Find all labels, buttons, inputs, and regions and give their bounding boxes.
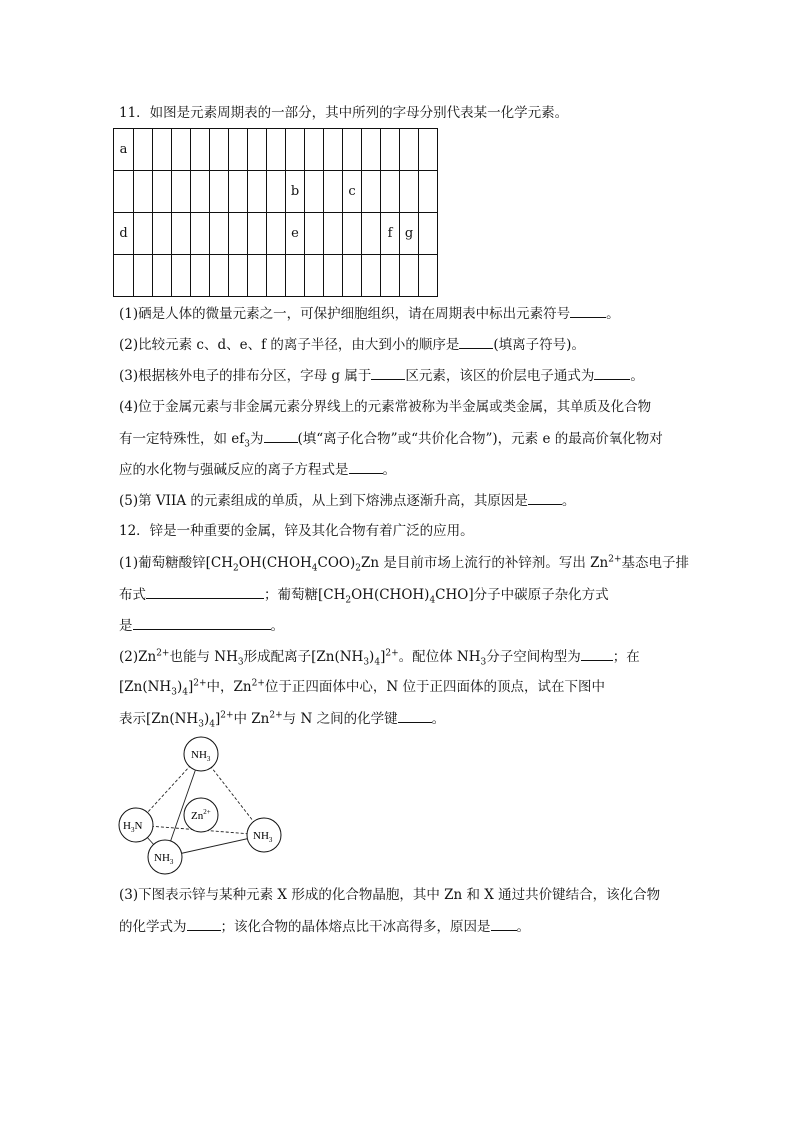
- table-cell[interactable]: e: [286, 213, 305, 255]
- table-cell[interactable]: [248, 129, 267, 171]
- table-cell[interactable]: [381, 129, 400, 171]
- table-cell[interactable]: [153, 171, 172, 213]
- table-row: [114, 255, 438, 297]
- q11-part5: (5)第 VIIA 的元素组成的单质，从上到下熔沸点逐渐升高，其原因是 。: [119, 493, 576, 509]
- q12-part2-line1: $(2)Zn^{2+}$也能与 $NH_3$形成配离子$[Zn(NH_3)_4]^{2+}$。配位体 $NH_3$分子空间构型为 ；在: [119, 648, 640, 668]
- table-cell[interactable]: [343, 255, 362, 297]
- answer-blank[interactable]: [594, 366, 630, 380]
- table-cell[interactable]: [324, 171, 343, 213]
- nh3-right-label: $NH_3$: [253, 830, 273, 844]
- q12-part2-line3: 表示$[Zn(NH_3)_4]^{2+}$中 $Zn^{2+}$与 N 之间的化学键 。: [119, 710, 446, 730]
- table-cell[interactable]: [343, 213, 362, 255]
- answer-blank[interactable]: [187, 917, 221, 931]
- table-cell[interactable]: [381, 255, 400, 297]
- table-row: [114, 213, 438, 255]
- table-cell[interactable]: [172, 171, 191, 213]
- table-cell[interactable]: [267, 213, 286, 255]
- q11-part4-line2: 有一定特殊性，如 $ef_3$为 (填“离子化合物”或“共价化合物”)，元素 e 的最高价氧化物对: [119, 431, 663, 450]
- answer-blank[interactable]: [146, 585, 264, 599]
- table-cell[interactable]: [210, 129, 229, 171]
- table-cell[interactable]: [324, 213, 343, 255]
- table-cell[interactable]: [210, 171, 229, 213]
- table-cell[interactable]: [210, 213, 229, 255]
- table-cell[interactable]: [286, 255, 305, 297]
- nh3-top-label: $NH_3$: [191, 749, 211, 763]
- table-cell[interactable]: [210, 255, 229, 297]
- table-cell[interactable]: [305, 171, 324, 213]
- table-cell[interactable]: [305, 255, 324, 297]
- table-cell[interactable]: [114, 171, 134, 213]
- table-cell[interactable]: [248, 255, 267, 297]
- table-cell[interactable]: [153, 129, 172, 171]
- table-cell[interactable]: [305, 213, 324, 255]
- table-cell[interactable]: [400, 255, 419, 297]
- table-cell[interactable]: [153, 213, 172, 255]
- table-cell[interactable]: [229, 171, 248, 213]
- zn-nh3-tetrahedron-diagram[interactable]: [116, 735, 292, 883]
- table-cell[interactable]: [362, 255, 381, 297]
- table-cell[interactable]: [114, 255, 134, 297]
- h3n-left-label: $H_3N$: [123, 820, 143, 834]
- q12-title: 12．锌是一种重要的金属，锌及其化合物有着广泛的应用。: [119, 523, 474, 539]
- table-cell[interactable]: [172, 213, 191, 255]
- q11-part4-line3: 应的水化物与强碱反应的离子方程式是 。: [119, 462, 396, 478]
- table-cell[interactable]: b: [286, 171, 305, 213]
- q12-part1-line2: 布式 ；葡萄糖$[CH_2OH(CHOH)_4CHO]$分子中碳原子杂化方式: [119, 587, 609, 606]
- table-cell[interactable]: [248, 171, 267, 213]
- answer-blank[interactable]: [398, 709, 432, 723]
- table-cell[interactable]: [134, 213, 153, 255]
- table-cell[interactable]: [172, 255, 191, 297]
- table-cell[interactable]: g: [400, 213, 419, 255]
- table-cell[interactable]: [381, 171, 400, 213]
- nh3-bottom-label: $NH_3$: [154, 852, 174, 866]
- answer-blank[interactable]: [349, 460, 383, 474]
- table-cell[interactable]: [172, 129, 191, 171]
- table-cell[interactable]: [400, 129, 419, 171]
- table-cell[interactable]: [229, 129, 248, 171]
- table-cell[interactable]: [153, 255, 172, 297]
- q11-part2: (2)比较元素 c、d、e、f 的离子半径，由大到小的顺序是 (填离子符号)。: [119, 337, 585, 353]
- table-cell[interactable]: [343, 129, 362, 171]
- table-cell[interactable]: [419, 129, 438, 171]
- table-row: [114, 129, 438, 171]
- q12-part1-line1: (1)葡萄糖酸锌[$CH_2OH(CHOH_4COO)_2Zn$ 是目前市场上流行的补锌剂。写出 $Zn^{2+}$基态电子排: [119, 554, 690, 574]
- answer-blank[interactable]: [264, 429, 298, 443]
- q12-part1-line3: 是 。: [119, 618, 284, 634]
- answer-blank[interactable]: [459, 335, 493, 349]
- q12-part3-line1: (3)下图表示锌与某种元素 X 形成的化合物晶胞，其中 Zn 和 X 通过共价键结合，该化合物: [119, 887, 661, 903]
- table-cell[interactable]: [324, 129, 343, 171]
- table-cell[interactable]: [134, 255, 153, 297]
- q11-part3: (3)根据核外电子的排布分区，字母 g 属于 区元素，该区的价层电子通式为 。: [119, 368, 644, 384]
- table-cell[interactable]: [400, 171, 419, 213]
- table-cell[interactable]: [419, 171, 438, 213]
- table-cell[interactable]: a: [114, 129, 134, 171]
- table-cell[interactable]: [362, 129, 381, 171]
- table-cell[interactable]: [229, 255, 248, 297]
- answer-blank[interactable]: [570, 304, 606, 318]
- answer-blank[interactable]: [581, 647, 613, 661]
- answer-blank[interactable]: [528, 491, 562, 505]
- zn-center-label: $Zn^{2+}$: [191, 808, 211, 822]
- table-cell[interactable]: [267, 129, 286, 171]
- q11-part4-line1: (4)位于金属元素与非金属元素分界线上的元素常被称为半金属或类金属，其单质及化合物: [119, 399, 652, 415]
- table-row: [114, 171, 438, 213]
- answer-blank[interactable]: [491, 917, 517, 931]
- table-cell[interactable]: [191, 213, 210, 255]
- table-cell[interactable]: [324, 255, 343, 297]
- q11-part1: (1)硒是人体的微量元素之一，可保护细胞组织，请在周期表中标出元素符号 。: [119, 306, 620, 322]
- table-cell[interactable]: [191, 255, 210, 297]
- table-cell[interactable]: [362, 213, 381, 255]
- answer-blank[interactable]: [371, 366, 405, 380]
- table-cell[interactable]: [419, 255, 438, 297]
- table-cell[interactable]: [248, 213, 267, 255]
- table-cell[interactable]: [191, 129, 210, 171]
- table-cell[interactable]: [134, 129, 153, 171]
- periodic-table-fragment[interactable]: [113, 128, 438, 297]
- table-cell[interactable]: [134, 171, 153, 213]
- table-cell[interactable]: [229, 213, 248, 255]
- table-cell[interactable]: d: [114, 213, 134, 255]
- table-cell[interactable]: [362, 171, 381, 213]
- table-cell[interactable]: f: [381, 213, 400, 255]
- q11-title: 11．如图是元素周期表的一部分，其中所列的字母分别代表某一化学元素。: [119, 105, 569, 121]
- table-cell[interactable]: [286, 129, 305, 171]
- table-cell[interactable]: [305, 129, 324, 171]
- answer-blank[interactable]: [133, 616, 271, 630]
- table-cell[interactable]: c: [343, 171, 362, 213]
- table-cell[interactable]: [267, 171, 286, 213]
- table-cell[interactable]: [191, 171, 210, 213]
- table-cell[interactable]: [267, 255, 286, 297]
- q12-part3-line2: 的化学式为 ；该化合物的晶体熔点比干冰高得多，原因是 。: [119, 919, 530, 935]
- q12-part2-line2: $[Zn(NH_3)_4]^{2+}$中，$Zn^{2+}$位于正四面体中心，N 位于正四面体的顶点，试在下图中: [119, 678, 605, 698]
- table-cell[interactable]: [419, 213, 438, 255]
